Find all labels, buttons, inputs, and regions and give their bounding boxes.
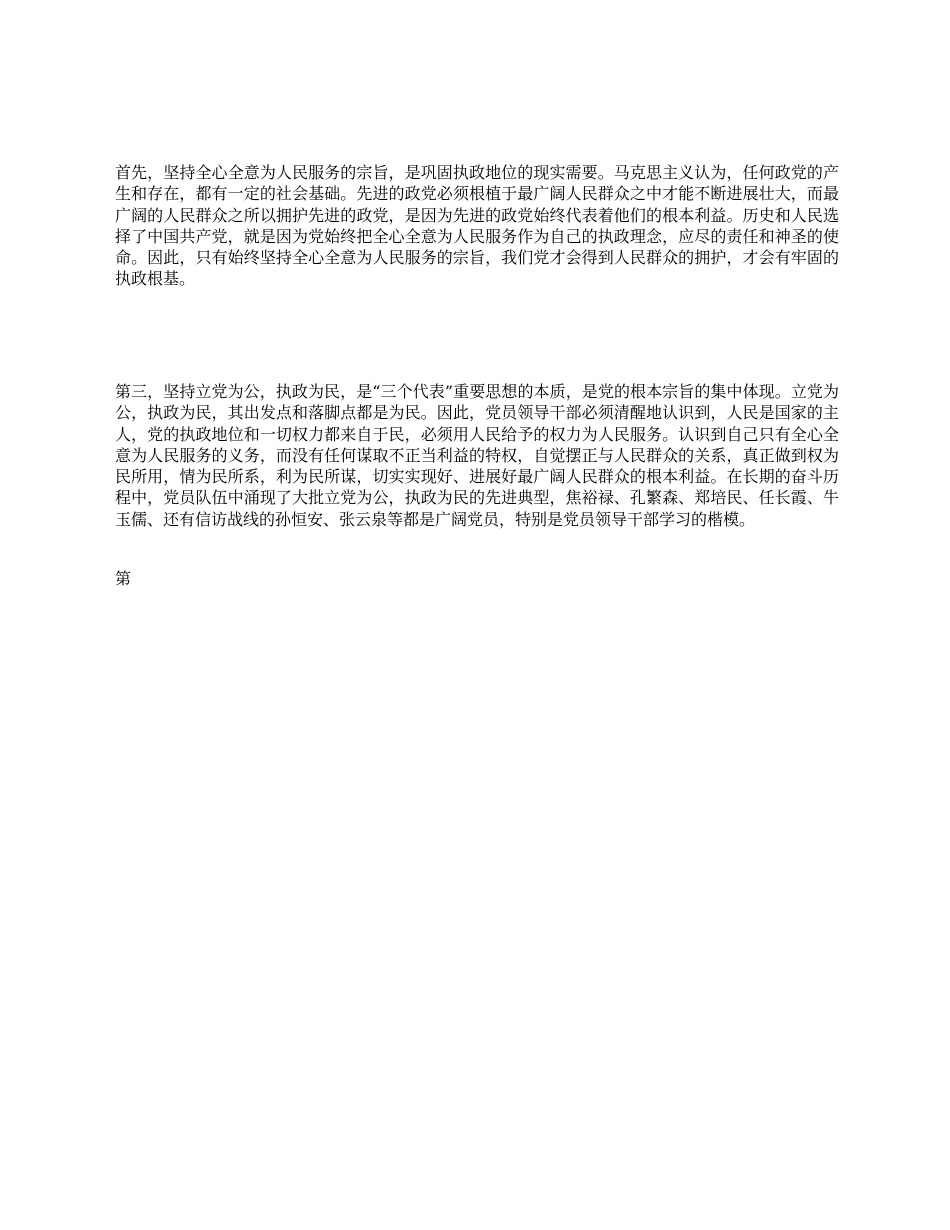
paragraph-third-point: 第三，坚持立党为公，执政为民，是“三个代表”重要思想的本质，是党的根本宗旨的集中体现。立党为公，执政为民，其出发点和落脚点都是为民。因此，党员领导干部必须清醒地认识到，人民是国家的主人，党的执政地位和一切权力都来自于民，必须用人民给予的权力为人民服务。认识到自己只有全心全意为人民服务的义务，而没有任何谋取不正当利益的特权，自觉摆正与人民群众的关系，真正做到权为民所用，情为民所系，利为民所谋，切实实现好、进展好最广阔人民群众的根本利益。在长期的奋斗历程中，党员队伍中涌现了大批立党为公，执政为民的先进典型，焦裕禄、孔繁森、郑培民、任长霞、牛玉儒、还有信访战线的孙恒安、张云泉等都是广阔党员，特别是党员领导干部学习的楷模。 (115, 382, 839, 529)
paragraph-fragment: 第 (115, 569, 132, 588)
paragraph-first-point: 首先，坚持全心全意为人民服务的宗旨，是巩固执政地位的现实需要。马克思主义认为，任何政党的产生和存在，都有一定的社会基础。先进的政党必须根植于最广阔人民群众之中才能不断进展壮大，而最广阔的人民群众之所以拥护先进的政党，是因为先进的政党始终代表着他们的根本利益。历史和人民选择了中国共产党，就是因为党始终把全心全意为人民服务作为自己的执政理念，应尽的责任和神圣的使命。因此，只有始终坚持全心全意为人民服务的宗旨，我们党才会得到人民群众的拥护，才会有牢固的执政根基。 (115, 163, 839, 289)
